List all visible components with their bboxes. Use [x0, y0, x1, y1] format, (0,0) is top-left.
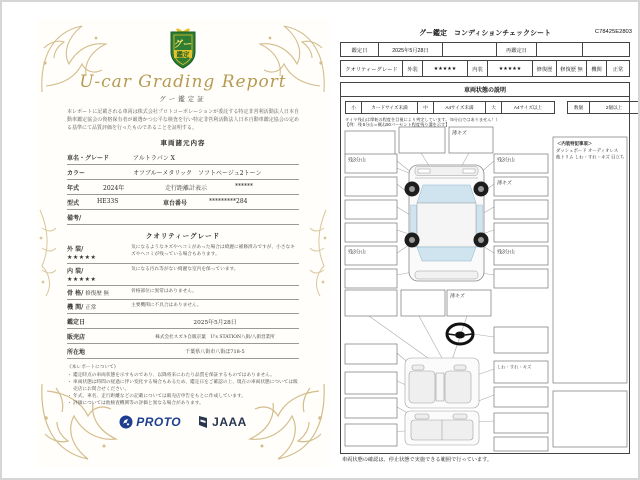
grade-description: 主要機関に不具合はありません。 — [131, 303, 202, 309]
interior-note-title: ＜内装特記事項＞ — [557, 141, 593, 146]
grade-stars: ★★★★★ — [67, 254, 97, 262]
info-label: 鑑定日 — [67, 319, 86, 327]
tire-tread-label: 残3分山 — [497, 249, 515, 256]
grade-label: 内 装/ — [67, 268, 84, 276]
condition-section-title: 車両状態の説明 — [341, 83, 629, 97]
tire-tread-label: 残3分山 — [348, 249, 366, 256]
side-flourish-icon — [34, 208, 60, 298]
info-label: 販売店 — [67, 334, 86, 342]
grade-row-exterior — [67, 242, 299, 264]
legend-size: 小 — [346, 102, 362, 113]
sheet-title: グー鑑定 コンディションチェックシート — [418, 30, 552, 37]
proto-logo-text: PROTO — [136, 414, 182, 429]
legend-desc: 2個以上 — [605, 104, 623, 110]
legend-size: 数個 — [568, 102, 590, 113]
grade-row — [340, 60, 630, 77]
note-text: 評価については他検査機関等の評価と異なる場合があります。 — [73, 401, 204, 407]
info-value: 2025年5月28日 — [193, 320, 237, 327]
spec-value: *********284 — [209, 198, 248, 206]
grade-description: 気になるようなキズやヘコミがあった場合は綺麗に補修済みですが、小さなキズやヘコミが残っている場合もあります。 — [131, 245, 295, 258]
spec-section-title: 車両諸元内容 — [160, 139, 206, 148]
scratch-label: 薄キズ — [497, 180, 512, 187]
empty-cell — [583, 43, 629, 56]
grade-row-interior — [67, 264, 299, 286]
info-row-dealer — [67, 329, 299, 344]
report-title: U-car Grading Report — [79, 72, 287, 92]
grade-row-engine — [67, 300, 299, 314]
size-legend — [345, 101, 639, 114]
vehicle-condition-diagram — [341, 125, 631, 453]
legend-desc: A4サイズ以上 — [513, 104, 543, 110]
spec-value: アルトラパン X — [133, 155, 175, 163]
grade-row-frame — [67, 286, 299, 300]
jaaa-logo-icon — [197, 415, 209, 429]
grade-section-title: クオリティーグレード — [145, 232, 221, 241]
spec-row-color — [67, 165, 299, 180]
spec-row-model-vin — [67, 195, 299, 210]
condition-check-sheet — [334, 24, 636, 468]
empty-cell — [443, 43, 497, 56]
interior-note-line2: 他トリム しわ・すれ・キズ 目立ち — [556, 154, 625, 160]
spec-label: 年式 — [67, 185, 80, 193]
spec-row-year-odo — [67, 180, 299, 195]
side-flourish-icon — [306, 208, 332, 298]
engine-label: 機関 — [587, 61, 607, 76]
date-row — [340, 42, 630, 57]
tire-note-line2: 【例：残 5分山＝概ね50パーセント程度残り溝を示す】 — [345, 122, 450, 128]
sheet-code: C78425E2803 — [594, 29, 632, 35]
front-interior-diagram — [405, 358, 479, 408]
grade-label: 外 装/ — [67, 246, 84, 254]
rear-interior-diagram — [405, 411, 479, 445]
interior-note-line1: ダッシュボード オーディオレス — [556, 148, 619, 153]
info-value: 千葉県八街市八街ほ718-5 — [185, 349, 245, 356]
spec-value: ****** — [235, 183, 253, 191]
spec-value: HE33S — [97, 198, 119, 206]
exterior-stars: ★★★★★ — [423, 61, 468, 76]
tire-tread-label: 残3分山 — [497, 157, 515, 164]
legend-size: 中 — [418, 102, 434, 113]
notes-title: 《本レポートについて》 — [67, 365, 119, 371]
proto-logo-icon — [119, 415, 133, 429]
interior-note-box — [553, 137, 627, 383]
info-row-address — [67, 344, 299, 359]
tire-note-line1: タイヤ残山は摩耗の程度を目視により判定しています。（5分山ではありません！） — [345, 117, 500, 122]
goo-kantei-emblem-icon — [163, 26, 203, 70]
report-stamp-label: グー鑑定証 — [159, 95, 207, 103]
interior-label: 内装 — [468, 61, 488, 76]
date-label: 鑑定日 — [341, 43, 379, 56]
seat-wear-label: しわ・すれ・キズ — [497, 364, 532, 370]
spec-label: 型式 — [67, 200, 80, 208]
report-intro-text: 本レポートに記載される車両は株式会社プロトコーポレーションが委託する特定非営利活動法人日本自動車鑑定協会の資格保有者が厳選かつ公平な検査を行い特定非営利活動法人日本自動車鑑定協会の定める基準にて品質評価を行ったものであることを証明する。 — [67, 109, 299, 131]
exterior-label: 外装 — [403, 61, 423, 76]
grade-label: クオリティーグレード — [341, 61, 403, 76]
sheet-bottom-note: 車両状態の確認は、停止状態で実施できる範囲で行っています。 — [342, 457, 493, 463]
legend-size: 大 — [486, 102, 502, 113]
info-label: 所在地 — [67, 349, 86, 357]
proto-logo — [119, 415, 181, 429]
spec-label: カラー — [67, 170, 86, 178]
emblem-top-text: グー — [173, 39, 193, 49]
emblem-bottom-text: 鑑定 — [176, 51, 190, 59]
report-notes: 《本レポートについて》 ・ 鑑定時点の車両状態を示すものであり、以降将来にわたり品質を保証するものではありません。 ・ 車両状態は時間の経過に伴い変化する場合もあるため、鑑定日をご確認の上、現在の車両状態については販売店にお問合せください。 ・ 年式、車名、走行距離などの記載については販売店申告をもとに作成しています。 ・ 評価については他検査機関等の評価と異なる場合があります。 — [67, 365, 298, 407]
date-value: 2025年5月28日 — [379, 43, 443, 56]
legend-desc: A4サイズ未満 — [434, 102, 486, 113]
jaaa-logo — [197, 415, 247, 429]
grade-value: 修復歴 無 — [85, 290, 110, 297]
redate-label: 再鑑定日 — [497, 43, 537, 56]
spec-label: 車名・グレード — [67, 155, 110, 163]
info-value: 株式会社スズキ自販京葉 U's STATION八街/八街営業所 — [155, 334, 275, 340]
certifier-logos — [67, 415, 299, 429]
steering-wheel-icon — [447, 324, 473, 344]
tire-tread-label: 残3分山 — [348, 157, 366, 164]
condition-box — [340, 82, 630, 454]
repair-value: 修復歴 無 — [557, 61, 587, 76]
repair-label: 修復歴 — [533, 61, 557, 76]
grade-description: 骨格部位に異常はありません。 — [131, 289, 197, 295]
engine-value: 正常 — [612, 66, 624, 73]
grade-label: 骨 格/ — [67, 290, 84, 298]
spec-label: 車台番号 — [163, 200, 188, 208]
spec-label: 備考/ — [67, 215, 82, 223]
spec-label: 走行距離計表示 — [165, 185, 208, 193]
grade-label: 機 関/ — [67, 304, 84, 312]
jaaa-logo-text: JAAA — [212, 414, 247, 429]
spec-value: 2024年 — [103, 185, 125, 193]
spec-row-remarks — [67, 210, 299, 225]
spec-row-name — [67, 150, 299, 165]
confirmation-box — [553, 391, 627, 447]
grade-stars: ★★★★★ — [67, 276, 97, 284]
grade-description: 気になる汚れ等がない綺麗な室内を保っています。 — [131, 267, 239, 273]
scratch-label: 薄キズ — [450, 293, 465, 300]
scratch-label: 薄キズ — [452, 130, 467, 137]
note-text: 年式、車名、走行距離などの記載については販売店申告をもとに作成しています。 — [73, 394, 246, 400]
grade-value: 正常 — [85, 304, 97, 311]
note-text: 鑑定時点の車両状態を示すものであり、以降将来にわたり品質を保証するものではありません。 — [73, 373, 275, 379]
legend-desc: カードサイズ未満 — [362, 102, 418, 113]
car-top-view-diagram — [405, 165, 489, 281]
redate-value — [537, 43, 583, 56]
ucar-grading-report — [36, 18, 330, 468]
note-text: 車両状態は時間の経過に伴い変化する場合もあるため、鑑定日をご確認の上、現在の車両状態については販売店にお問合せください。 — [73, 380, 298, 393]
interior-stars: ★★★★★ — [488, 61, 533, 76]
spec-value: オフブルーメタリック ソフトベージュ2トーン — [133, 170, 262, 178]
info-row-date — [67, 314, 299, 329]
